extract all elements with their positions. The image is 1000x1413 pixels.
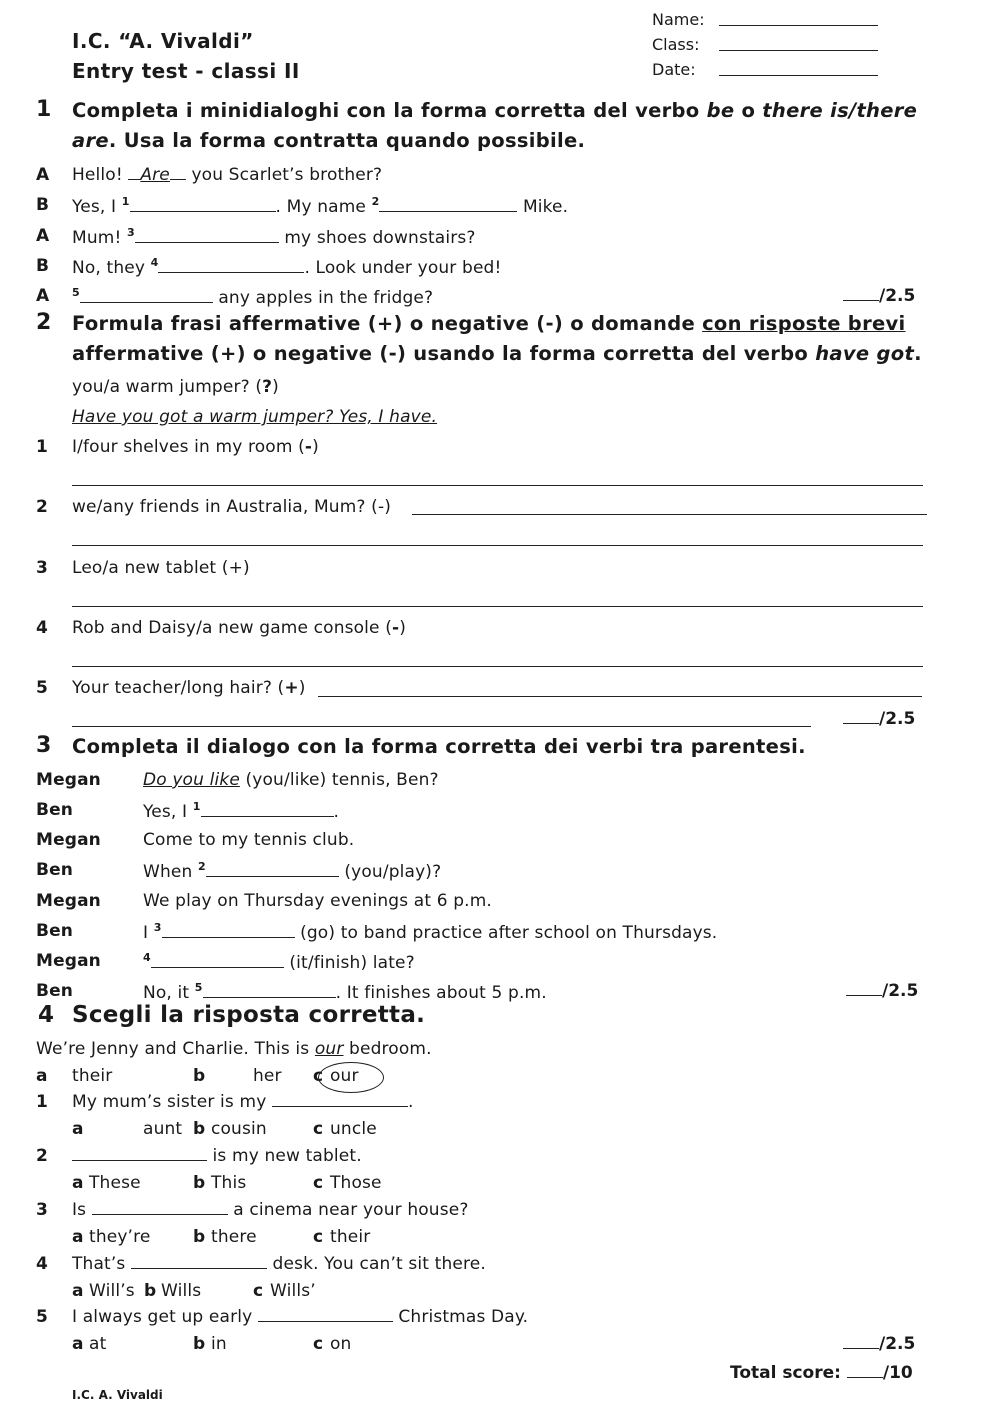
speaker: Ben: [36, 860, 74, 880]
option-text[interactable]: in: [211, 1334, 227, 1354]
question-number: 3: [36, 1200, 48, 1220]
option-text[interactable]: Wills: [161, 1281, 202, 1301]
option-text[interactable]: cousin: [211, 1119, 267, 1139]
dialogue-line: When $^2$ (you/play)?: [143, 860, 442, 882]
option-text[interactable]: This: [211, 1173, 247, 1193]
class-label: Class:: [652, 35, 700, 54]
answer-blank[interactable]: [131, 1254, 267, 1269]
dialogue-line: Yes, I $^1$ .: [143, 800, 340, 822]
item-number: 2: [36, 497, 48, 517]
answer-blank[interactable]: [72, 1146, 207, 1161]
section-number: 2: [36, 310, 52, 335]
dialogue-line: Mum! $^3$ my shoes downstairs?: [72, 226, 476, 248]
class-field[interactable]: [719, 50, 878, 51]
answer-blank[interactable]: [203, 983, 336, 998]
section-number: 1: [36, 97, 52, 122]
dialogue-line: No, they $^4$ . Look under your bed!: [72, 256, 502, 278]
item-number: 3: [36, 558, 48, 578]
section-title: Scegli la risposta corretta.: [72, 1002, 426, 1028]
section-score: /2.5: [843, 286, 915, 306]
example-prompt: you/a warm jumper? (?): [72, 377, 279, 397]
dialogue-line: We play on Thursday evenings at 6 p.m.: [143, 891, 492, 911]
item-number: 4: [36, 618, 48, 638]
option-text[interactable]: Wills’: [270, 1281, 316, 1301]
option-letter: c: [253, 1281, 264, 1301]
option-letter: c: [313, 1227, 324, 1247]
question-text: That’s desk. You can’t sit there.: [72, 1254, 486, 1274]
question-text: I always get up early Christmas Day.: [72, 1307, 529, 1327]
section-number: 3: [36, 733, 52, 758]
answer-line[interactable]: [412, 514, 927, 515]
total-score: Total score: /10: [730, 1363, 913, 1383]
answer-blank[interactable]: [379, 197, 517, 212]
answer-line[interactable]: [72, 545, 923, 546]
option-letter: b: [193, 1119, 206, 1139]
item-prompt: Rob and Daisy/a new game console (-): [72, 618, 407, 638]
question-number: 4: [36, 1254, 48, 1274]
footer-text: I.C. A. Vivaldi: [72, 1388, 163, 1402]
speaker: A: [36, 226, 50, 246]
total-score-blank[interactable]: [847, 1363, 883, 1378]
answer-line[interactable]: [72, 485, 923, 486]
section-score: /2.5: [846, 981, 918, 1001]
speaker: Megan: [36, 951, 101, 971]
item-prompt: Leo/a new tablet (+): [72, 558, 250, 578]
option-letter: c: [313, 1066, 324, 1086]
option-letter: b: [193, 1334, 206, 1354]
section-title-cont: affermative (+) o negative (-) usando la forma corretta del verbo have got.: [72, 342, 922, 365]
speaker: A: [36, 286, 50, 306]
option-letter: c: [313, 1334, 324, 1354]
option-letter: c: [313, 1119, 324, 1139]
option-letter: a: [36, 1066, 48, 1086]
score-blank[interactable]: [846, 981, 882, 996]
section-title: Completa il dialogo con la forma corretta dei verbi tra parentesi.: [72, 735, 806, 758]
option-text[interactable]: Will’s: [89, 1281, 135, 1301]
item-number: 5: [36, 678, 48, 698]
score-blank[interactable]: [843, 1334, 879, 1349]
answer-circle: [318, 1062, 384, 1093]
answer-blank[interactable]: [258, 1307, 393, 1322]
test-title: Entry test - classi II: [72, 59, 300, 83]
option-letter: a: [72, 1334, 84, 1354]
question-text: My mum’s sister is my .: [72, 1092, 414, 1112]
answer-line[interactable]: [318, 696, 922, 697]
date-label: Date:: [652, 60, 696, 79]
school-name: I.C. “A. Vivaldi”: [72, 29, 254, 53]
speaker: Megan: [36, 830, 101, 850]
option-text[interactable]: their: [330, 1227, 371, 1247]
answer-line[interactable]: [72, 606, 923, 607]
answer-line[interactable]: [72, 726, 811, 727]
section-score: /2.5: [843, 1334, 915, 1354]
dialogue-line: Do you like (you/like) tennis, Ben?: [143, 770, 439, 790]
answer-blank[interactable]: [130, 197, 276, 212]
option-letter: a: [72, 1173, 84, 1193]
score-blank[interactable]: [843, 709, 879, 724]
name-label: Name:: [652, 10, 705, 29]
answer-blank[interactable]: [158, 258, 304, 273]
example-answer: Have you got a warm jumper? Yes, I have.: [72, 407, 438, 427]
item-number: 1: [36, 437, 48, 457]
option-text[interactable]: aunt: [143, 1119, 183, 1139]
score-blank[interactable]: [843, 286, 879, 301]
question-number: 1: [36, 1092, 48, 1112]
option-text[interactable]: These: [89, 1173, 141, 1193]
question-text: Is a cinema near your house?: [72, 1200, 469, 1220]
section-title: Formula frasi affermative (+) o negative (-) o domande con risposte brevi: [72, 312, 906, 335]
section-title-cont: are. Usa la forma contratta quando possibile.: [72, 129, 586, 152]
example-sentence: We’re Jenny and Charlie. This is our bedroom.: [36, 1039, 432, 1059]
speaker: A: [36, 165, 50, 185]
answer-blank[interactable]: [92, 1200, 228, 1215]
item-prompt: I/four shelves in my room (-): [72, 437, 319, 457]
option-letter: a: [72, 1281, 84, 1301]
section-number: 4: [38, 1002, 55, 1028]
section-title: Completa i minidialoghi con la forma corretta del verbo be o there is/there: [72, 99, 918, 122]
option-letter: a: [72, 1119, 84, 1139]
option-text[interactable]: Those: [330, 1173, 382, 1193]
option-text[interactable]: uncle: [330, 1119, 377, 1139]
question-number: 5: [36, 1307, 48, 1327]
option-text[interactable]: there: [211, 1227, 257, 1247]
question-number: 2: [36, 1146, 48, 1166]
option-text[interactable]: they’re: [89, 1227, 151, 1247]
speaker: Ben: [36, 800, 74, 820]
item-prompt: we/any friends in Australia, Mum? (-): [72, 497, 392, 517]
answer-blank[interactable]: [201, 802, 334, 817]
answer-blank[interactable]: [206, 862, 339, 877]
answer-line[interactable]: [72, 666, 923, 667]
option-letter: a: [72, 1227, 84, 1247]
option-letter: b: [193, 1173, 206, 1193]
option-letter: b: [144, 1281, 157, 1301]
answer-blank[interactable]: [162, 923, 295, 938]
dialogue-line: No, it $^5$ . It finishes about 5 p.m.: [143, 981, 547, 1003]
name-field[interactable]: [719, 25, 878, 26]
dialogue-line: $^5$ any apples in the fridge?: [72, 286, 434, 308]
speaker: Ben: [36, 981, 74, 1001]
item-prompt: Your teacher/long hair? (+): [72, 678, 306, 698]
dialogue-line: $^4$ (it/finish) late?: [143, 951, 415, 973]
question-text: is my new tablet.: [72, 1146, 362, 1166]
speaker: Ben: [36, 921, 74, 941]
answer-blank[interactable]: [80, 288, 213, 303]
option-letter: b: [193, 1227, 206, 1247]
speaker: B: [36, 256, 50, 276]
speaker: Megan: [36, 770, 101, 790]
dialogue-line: I $^3$ (go) to band practice after school on Thursdays.: [143, 921, 718, 943]
option-letter: b: [193, 1066, 206, 1086]
option-text[interactable]: at: [89, 1334, 107, 1354]
dialogue-line: Yes, I $^1$ . My name $^2$ Mike.: [72, 195, 569, 217]
option-letter: c: [313, 1173, 324, 1193]
example-line: Hello! Are you Scarlet’s brother?: [72, 165, 383, 185]
speaker: Megan: [36, 891, 101, 911]
option-text: our: [330, 1066, 359, 1086]
date-field[interactable]: [719, 75, 878, 76]
answer-blank[interactable]: [272, 1092, 408, 1107]
dialogue-line: Come to my tennis club.: [143, 830, 355, 850]
option-text: her: [253, 1066, 282, 1086]
answer-blank[interactable]: [151, 953, 284, 968]
answer-blank[interactable]: [135, 228, 279, 243]
option-text: their: [72, 1066, 113, 1086]
speaker: B: [36, 195, 50, 215]
option-text[interactable]: on: [330, 1334, 352, 1354]
section-score: /2.5: [843, 709, 915, 729]
